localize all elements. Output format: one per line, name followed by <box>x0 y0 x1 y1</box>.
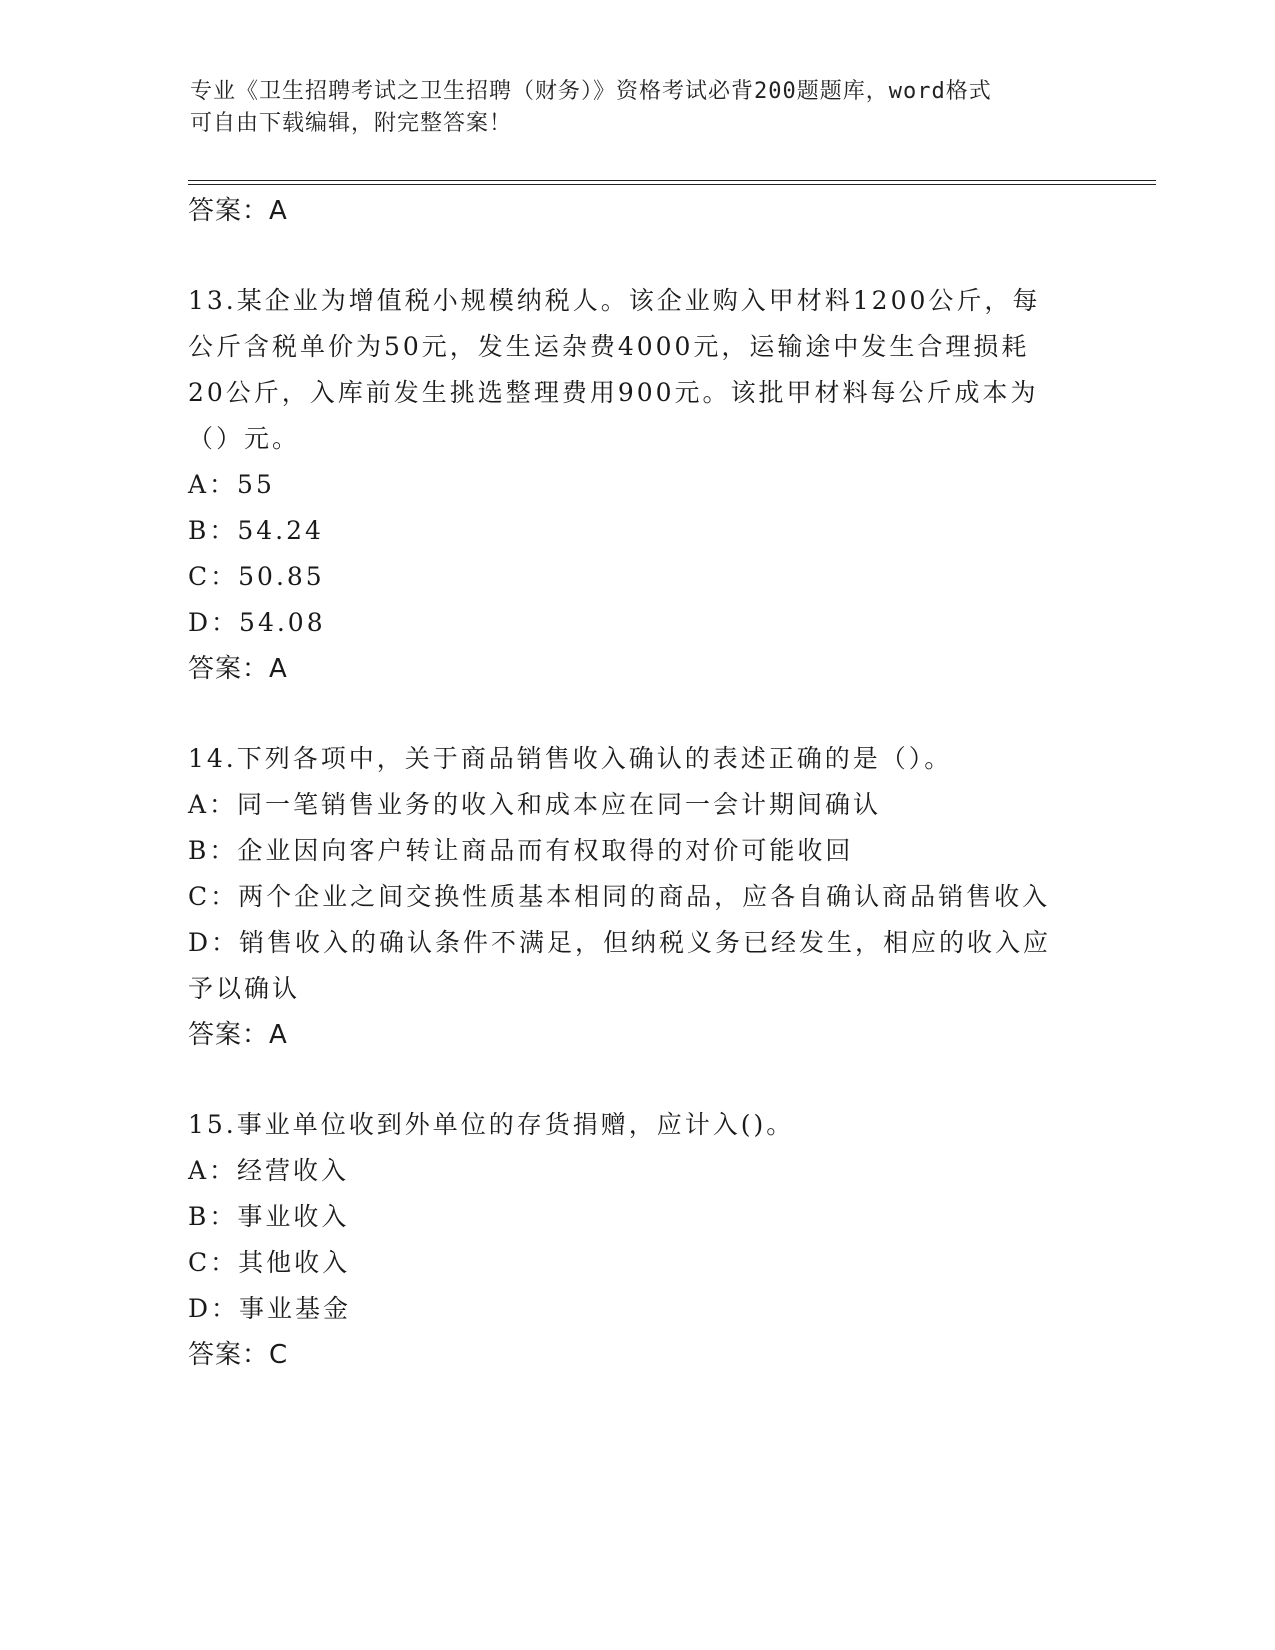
header-divider-bottom <box>188 184 1156 185</box>
header-line-2: 可自由下载编辑，附完整答案！ <box>190 111 513 136</box>
question-15-option-b: B：事业收入 <box>188 1202 350 1231</box>
question-13-stem-line: 公斤含税单价为50元，发生运杂费4000元，运输途中发生合理损耗 <box>188 332 1030 361</box>
question-13 <box>188 278 1088 692</box>
question-14-option-b: B：企业因向客户转让商品而有权取得的对价可能收回 <box>188 836 854 865</box>
question-13-option-b: B：54.24 <box>188 516 324 545</box>
spacer <box>188 234 1088 278</box>
previous-answer: 答案：A <box>188 196 288 226</box>
question-13-answer: 答案：A <box>188 654 288 684</box>
question-14-option-a: A：同一笔销售业务的收入和成本应在同一会计期间确认 <box>188 790 882 819</box>
question-14 <box>188 736 1088 1058</box>
question-15-stem-line: 15.事业单位收到外单位的存货捐赠，应计入()。 <box>188 1110 795 1139</box>
question-13-option-d: D：54.08 <box>188 608 326 637</box>
question-14-option-d: D：销售收入的确认条件不满足，但纳税义务已经发生，相应的收入应 <box>188 928 1052 957</box>
question-15 <box>188 1102 1088 1378</box>
question-14-answer: 答案：A <box>188 1020 288 1050</box>
question-15-option-a: A：经营收入 <box>188 1156 350 1185</box>
question-14-stem-line: 14.下列各项中，关于商品销售收入确认的表述正确的是（）。 <box>188 744 953 773</box>
question-13-stem-line: （）元。 <box>188 424 301 453</box>
question-13-stem-line: 13.某企业为增值税小规模纳税人。该企业购入甲材料1200公斤，每 <box>188 286 1041 315</box>
question-14-option-d-continued: 予以确认 <box>188 974 301 1003</box>
question-13-option-c: C：50.85 <box>188 562 325 591</box>
question-15-answer: 答案：C <box>188 1340 289 1370</box>
spacer <box>188 1058 1088 1102</box>
question-13-option-a: A：55 <box>188 470 275 499</box>
question-15-option-c: C：其他收入 <box>188 1248 351 1277</box>
header-line-1: 专业《卫生招聘考试之卫生招聘（财务）》资格考试必背200题题库，word格式 <box>190 79 992 104</box>
document-header <box>190 76 1090 140</box>
header-divider-top <box>188 180 1156 181</box>
question-14-option-c: C：两个企业之间交换性质基本相同的商品，应各自确认商品销售收入 <box>188 882 1051 911</box>
document-body <box>188 188 1088 1378</box>
question-13-stem-line: 20公斤，入库前发生挑选整理费用900元。该批甲材料每公斤成本为 <box>188 378 1039 407</box>
spacer <box>188 692 1088 736</box>
question-15-option-d: D：事业基金 <box>188 1294 352 1323</box>
